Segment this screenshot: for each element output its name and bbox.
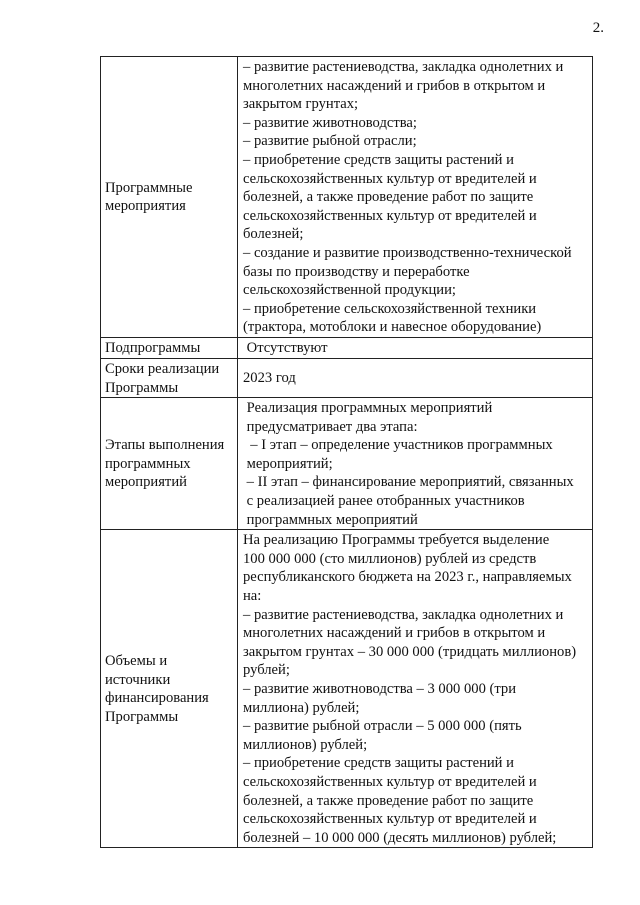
content-line: базы по производству и переработке bbox=[243, 263, 470, 280]
row-label-line: мероприятий bbox=[105, 474, 187, 491]
content-line: – развитие рыбной отрасли – 5 000 000 (пять bbox=[243, 718, 522, 735]
table-row-program-activities bbox=[101, 57, 593, 338]
row-label-line: Программные bbox=[105, 179, 193, 196]
content-line: сельскохозяйственных культур от вредителей и bbox=[243, 773, 537, 790]
content-line: – приобретение средств защиты растений и bbox=[243, 151, 514, 168]
program-passport-table bbox=[100, 56, 593, 848]
content-line: мероприятий; bbox=[243, 455, 333, 472]
content-line: – создание и развитие производственно-технической bbox=[243, 244, 572, 261]
content-line: – II этап – финансирование мероприятий, связанных bbox=[243, 474, 574, 491]
content-line: На реализацию Программы требуется выделение bbox=[243, 532, 550, 549]
row-content-cell bbox=[238, 358, 593, 397]
row-label-line: Объемы и bbox=[105, 653, 168, 670]
content-line: закрытом грунтах – 30 000 000 (тридцать миллионов) bbox=[243, 643, 577, 660]
content-line: сельскохозяйственных культур от вредителей и bbox=[243, 207, 537, 224]
table-row-implementation-terms bbox=[101, 358, 593, 397]
content-line: болезней, а также проведение работ по защите bbox=[243, 189, 534, 206]
content-line: болезней; bbox=[243, 226, 304, 243]
row-label-line: Этапы выполнения bbox=[105, 437, 225, 454]
row-label-cell bbox=[101, 358, 238, 397]
content-line: – развитие растениеводства, закладка однолетних и bbox=[243, 59, 564, 75]
row-label-cell bbox=[101, 398, 238, 530]
content-line: на: bbox=[243, 588, 262, 605]
row-label-line: Сроки реализации bbox=[105, 360, 220, 377]
row-content-cell bbox=[238, 337, 593, 358]
row-label-cell bbox=[101, 530, 238, 848]
row-label-line: Подпрограммы bbox=[105, 340, 201, 357]
content-line: 2023 год bbox=[243, 370, 296, 387]
row-label-cell bbox=[101, 57, 238, 338]
content-line: закрытом грунтах; bbox=[243, 96, 359, 113]
content-line: – развитие растениеводства, закладка однолетних и bbox=[243, 606, 564, 623]
row-label-line: мероприятия bbox=[105, 198, 186, 215]
table-row-financing bbox=[101, 530, 593, 848]
content-line: – приобретение сельскохозяйственной техники bbox=[243, 300, 537, 317]
content-line: многолетних насаждений и грибов в открытом и bbox=[243, 77, 546, 94]
content-line: сельскохозяйственных культур от вредителей и bbox=[243, 170, 537, 187]
row-label-line: Программы bbox=[105, 708, 179, 725]
row-content-cell bbox=[238, 530, 593, 848]
content-line: с реализацией ранее отобранных участников bbox=[243, 493, 525, 510]
row-label-line: Программы bbox=[105, 379, 179, 396]
content-line: миллионов) рублей; bbox=[243, 736, 368, 753]
content-line: – I этап – определение участников программных bbox=[243, 437, 553, 454]
row-label-cell bbox=[101, 337, 238, 358]
row-label-line: финансирования bbox=[105, 690, 209, 707]
content-line: – приобретение средств защиты растений и bbox=[243, 755, 514, 772]
content-line: 100 000 000 (сто миллионов) рублей из средств bbox=[243, 550, 537, 567]
content-line: болезней – 10 000 000 (десять миллионов) рублей; bbox=[243, 829, 557, 846]
row-label-line: источники bbox=[105, 671, 171, 688]
page-number: 2. bbox=[592, 20, 604, 36]
table-row-stages bbox=[101, 398, 593, 530]
row-content-cell bbox=[238, 57, 593, 338]
row-label-line: программных bbox=[105, 455, 191, 472]
content-line: миллиона) рублей; bbox=[243, 699, 360, 716]
content-line: республиканского бюджета на 2023 г., направляемых bbox=[243, 569, 572, 586]
content-line: – развитие животноводства; bbox=[243, 114, 417, 131]
content-line: Реализация программных мероприятий bbox=[243, 400, 493, 417]
content-line: многолетних насаждений и грибов в открытом и bbox=[243, 625, 546, 642]
row-content-cell bbox=[238, 398, 593, 530]
content-line: рублей; bbox=[243, 662, 290, 679]
content-line: предусматривает два этапа: bbox=[243, 418, 418, 435]
content-line: сельскохозяйственных культур от вредителей и bbox=[243, 811, 537, 828]
content-line: болезней, а также проведение работ по защите bbox=[243, 792, 534, 809]
content-line: сельскохозяйственной продукции; bbox=[243, 282, 456, 299]
table-row-subprograms bbox=[101, 337, 593, 358]
content-line: (трактора, мотоблоки и навесное оборудование) bbox=[243, 319, 542, 336]
content-line: – развитие рыбной отрасли; bbox=[243, 133, 417, 150]
content-line: – развитие животноводства – 3 000 000 (три bbox=[243, 681, 517, 697]
content-line: Отсутствуют bbox=[243, 340, 328, 357]
content-line: программных мероприятий bbox=[243, 511, 418, 528]
